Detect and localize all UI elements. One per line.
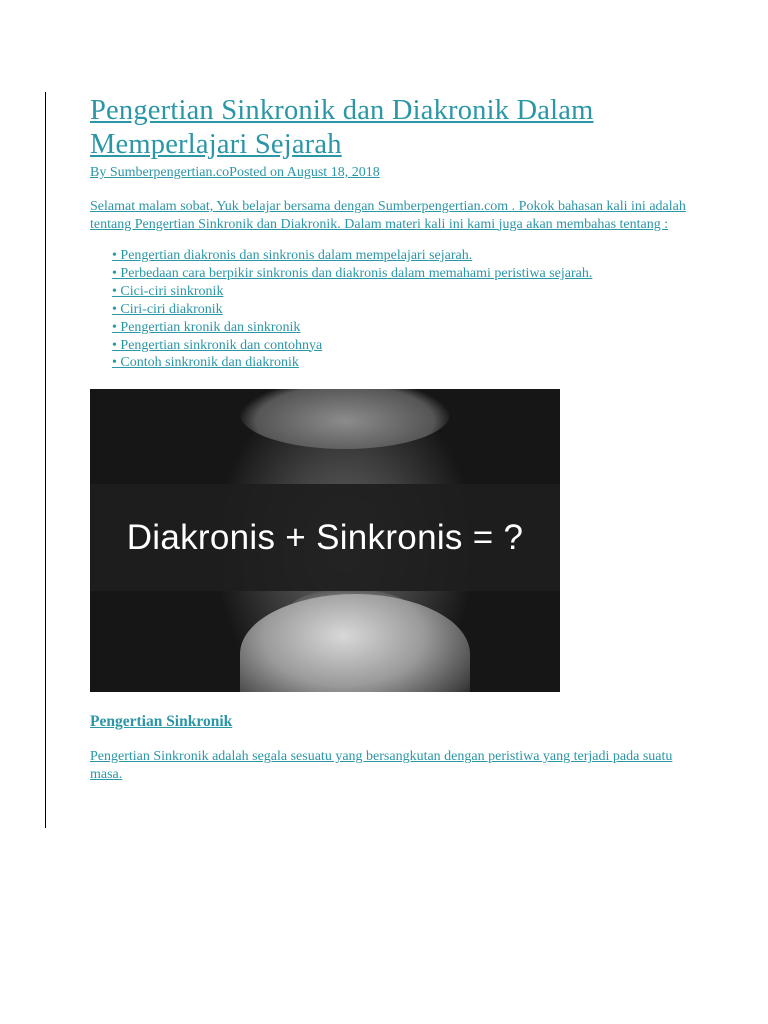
toc-item[interactable]: • Pengertian sinkronik dan contohnya	[112, 337, 323, 353]
article-title[interactable]: Pengertian Sinkronik dan Diakronik Dalam Memperlajari Sejarah	[90, 95, 594, 160]
hero-hair-shape	[240, 389, 450, 449]
toc-item[interactable]: • Pengertian diakronis dan sinkronis dalam mempelajari sejarah.	[112, 248, 473, 263]
toc-list	[90, 247, 690, 372]
toc-item[interactable]: • Ciri-ciri diakronik	[112, 301, 223, 317]
hero-caption: Diakronis + Sinkronis = ?	[126, 517, 524, 557]
hero-hand-shape	[240, 594, 470, 692]
section-paragraph[interactable]: Pengertian Sinkronik adalah segala sesuatu yang bersangkutan dengan peristiwa yang terjadi pada suatu masa.	[90, 749, 673, 782]
intro-paragraph[interactable]: Selamat malam sobat, Yuk belajar bersama dengan Sumberpengertian.com . Pokok bahasan kali ini adalah tentang Pengertian Sinkronik dan Diakronik. Dalam materi kali ini kami juga akan membahas tentang :	[90, 199, 686, 232]
toc-item[interactable]: • Pengertian kronik dan sinkronik	[112, 319, 301, 335]
section-heading[interactable]: Pengertian Sinkronik	[90, 713, 233, 731]
article	[90, 94, 690, 783]
margin-rule	[45, 92, 46, 828]
toc-item[interactable]: • Perbedaan cara berpikir sinkronis dan diakronis dalam memahami peristiwa sejarah.	[112, 265, 593, 281]
hero-image	[90, 389, 560, 692]
byline[interactable]: By Sumberpengertian.coPosted on August 18, 2018	[90, 165, 380, 180]
toc-item[interactable]: • Cici-ciri sinkronik	[112, 283, 224, 299]
toc-item[interactable]: • Contoh sinkronik dan diakronik	[112, 355, 299, 371]
